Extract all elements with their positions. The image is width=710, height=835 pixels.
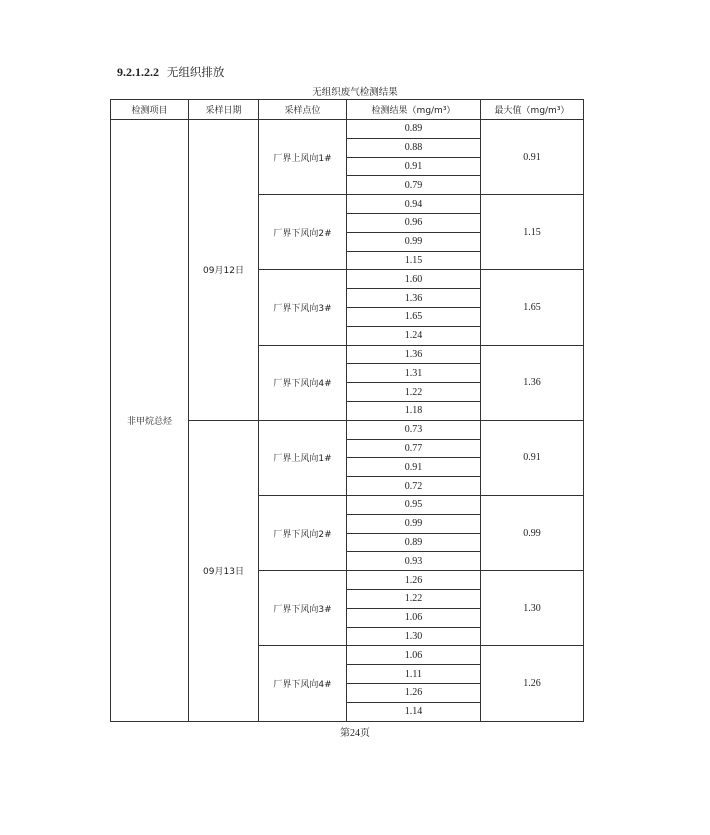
max-value-cell: 1.26 [481,646,584,721]
result-value-cell: 0.91 [347,157,481,176]
result-value-cell: 1.36 [347,289,481,308]
sampling-point-cell: 厂界下风向3# [259,270,347,345]
result-value-cell: 0.93 [347,552,481,571]
section-number: 9.2.1.2.2 [117,65,159,79]
result-value-cell: 1.31 [347,364,481,383]
max-value-cell: 0.91 [481,420,584,495]
section-heading [117,64,224,80]
result-value-cell: 1.60 [347,270,481,289]
header-cell: 检测结果（mg/m³） [347,100,481,120]
result-value-cell: 1.22 [347,383,481,402]
result-value-cell: 0.94 [347,195,481,214]
max-value-cell: 0.91 [481,120,584,195]
sampling-point-cell: 厂界上风向1# [259,120,347,195]
result-value-cell: 1.26 [347,571,481,590]
sampling-date-cell: 09月13日 [189,420,259,721]
result-value-cell: 0.77 [347,439,481,458]
result-value-cell: 1.36 [347,345,481,364]
result-value-cell: 0.99 [347,514,481,533]
sampling-date-cell: 09月12日 [189,120,259,421]
result-value-cell: 1.24 [347,326,481,345]
result-value-cell: 0.99 [347,232,481,251]
result-value-cell: 1.14 [347,702,481,721]
table-caption: 无组织废气检测结果 [312,87,398,98]
test-item-cell: 非甲烷总烃 [111,120,189,722]
result-value-cell: 0.73 [347,420,481,439]
result-value-cell: 1.26 [347,683,481,702]
result-value-cell: 0.95 [347,495,481,514]
result-value-cell: 0.91 [347,458,481,477]
result-value-cell: 1.06 [347,646,481,665]
results-table [110,99,584,722]
sampling-point-cell: 厂界下风向2# [259,195,347,270]
max-value-cell: 1.65 [481,270,584,345]
result-value-cell: 1.18 [347,401,481,420]
result-value-cell: 0.88 [347,138,481,157]
section-title: 无组织排放 [166,65,225,79]
result-value-cell: 1.11 [347,665,481,684]
header-cell: 检测项目 [111,100,189,120]
page-number: 第24页 [340,728,370,739]
header-cell: 最大值（mg/m³） [481,100,584,120]
max-value-cell: 0.99 [481,495,584,570]
sampling-point-cell: 厂界下风向4# [259,345,347,420]
result-value-cell: 1.15 [347,251,481,270]
sampling-point-cell: 厂界下风向4# [259,646,347,721]
result-value-cell: 0.96 [347,213,481,232]
table-row [111,120,584,139]
result-value-cell: 0.72 [347,477,481,496]
max-value-cell: 1.36 [481,345,584,420]
table-body [111,120,584,722]
result-value-cell: 0.79 [347,176,481,195]
header-cell: 采样日期 [189,100,259,120]
header-row [111,100,584,120]
max-value-cell: 1.30 [481,571,584,646]
header-cell: 采样点位 [259,100,347,120]
sampling-point-cell: 厂界下风向2# [259,495,347,570]
sampling-point-cell: 厂界上风向1# [259,420,347,495]
result-value-cell: 1.65 [347,307,481,326]
result-value-cell: 0.89 [347,533,481,552]
sampling-point-cell: 厂界下风向3# [259,571,347,646]
result-value-cell: 0.89 [347,120,481,139]
result-value-cell: 1.06 [347,608,481,627]
result-value-cell: 1.30 [347,627,481,646]
max-value-cell: 1.15 [481,195,584,270]
result-value-cell: 1.22 [347,589,481,608]
